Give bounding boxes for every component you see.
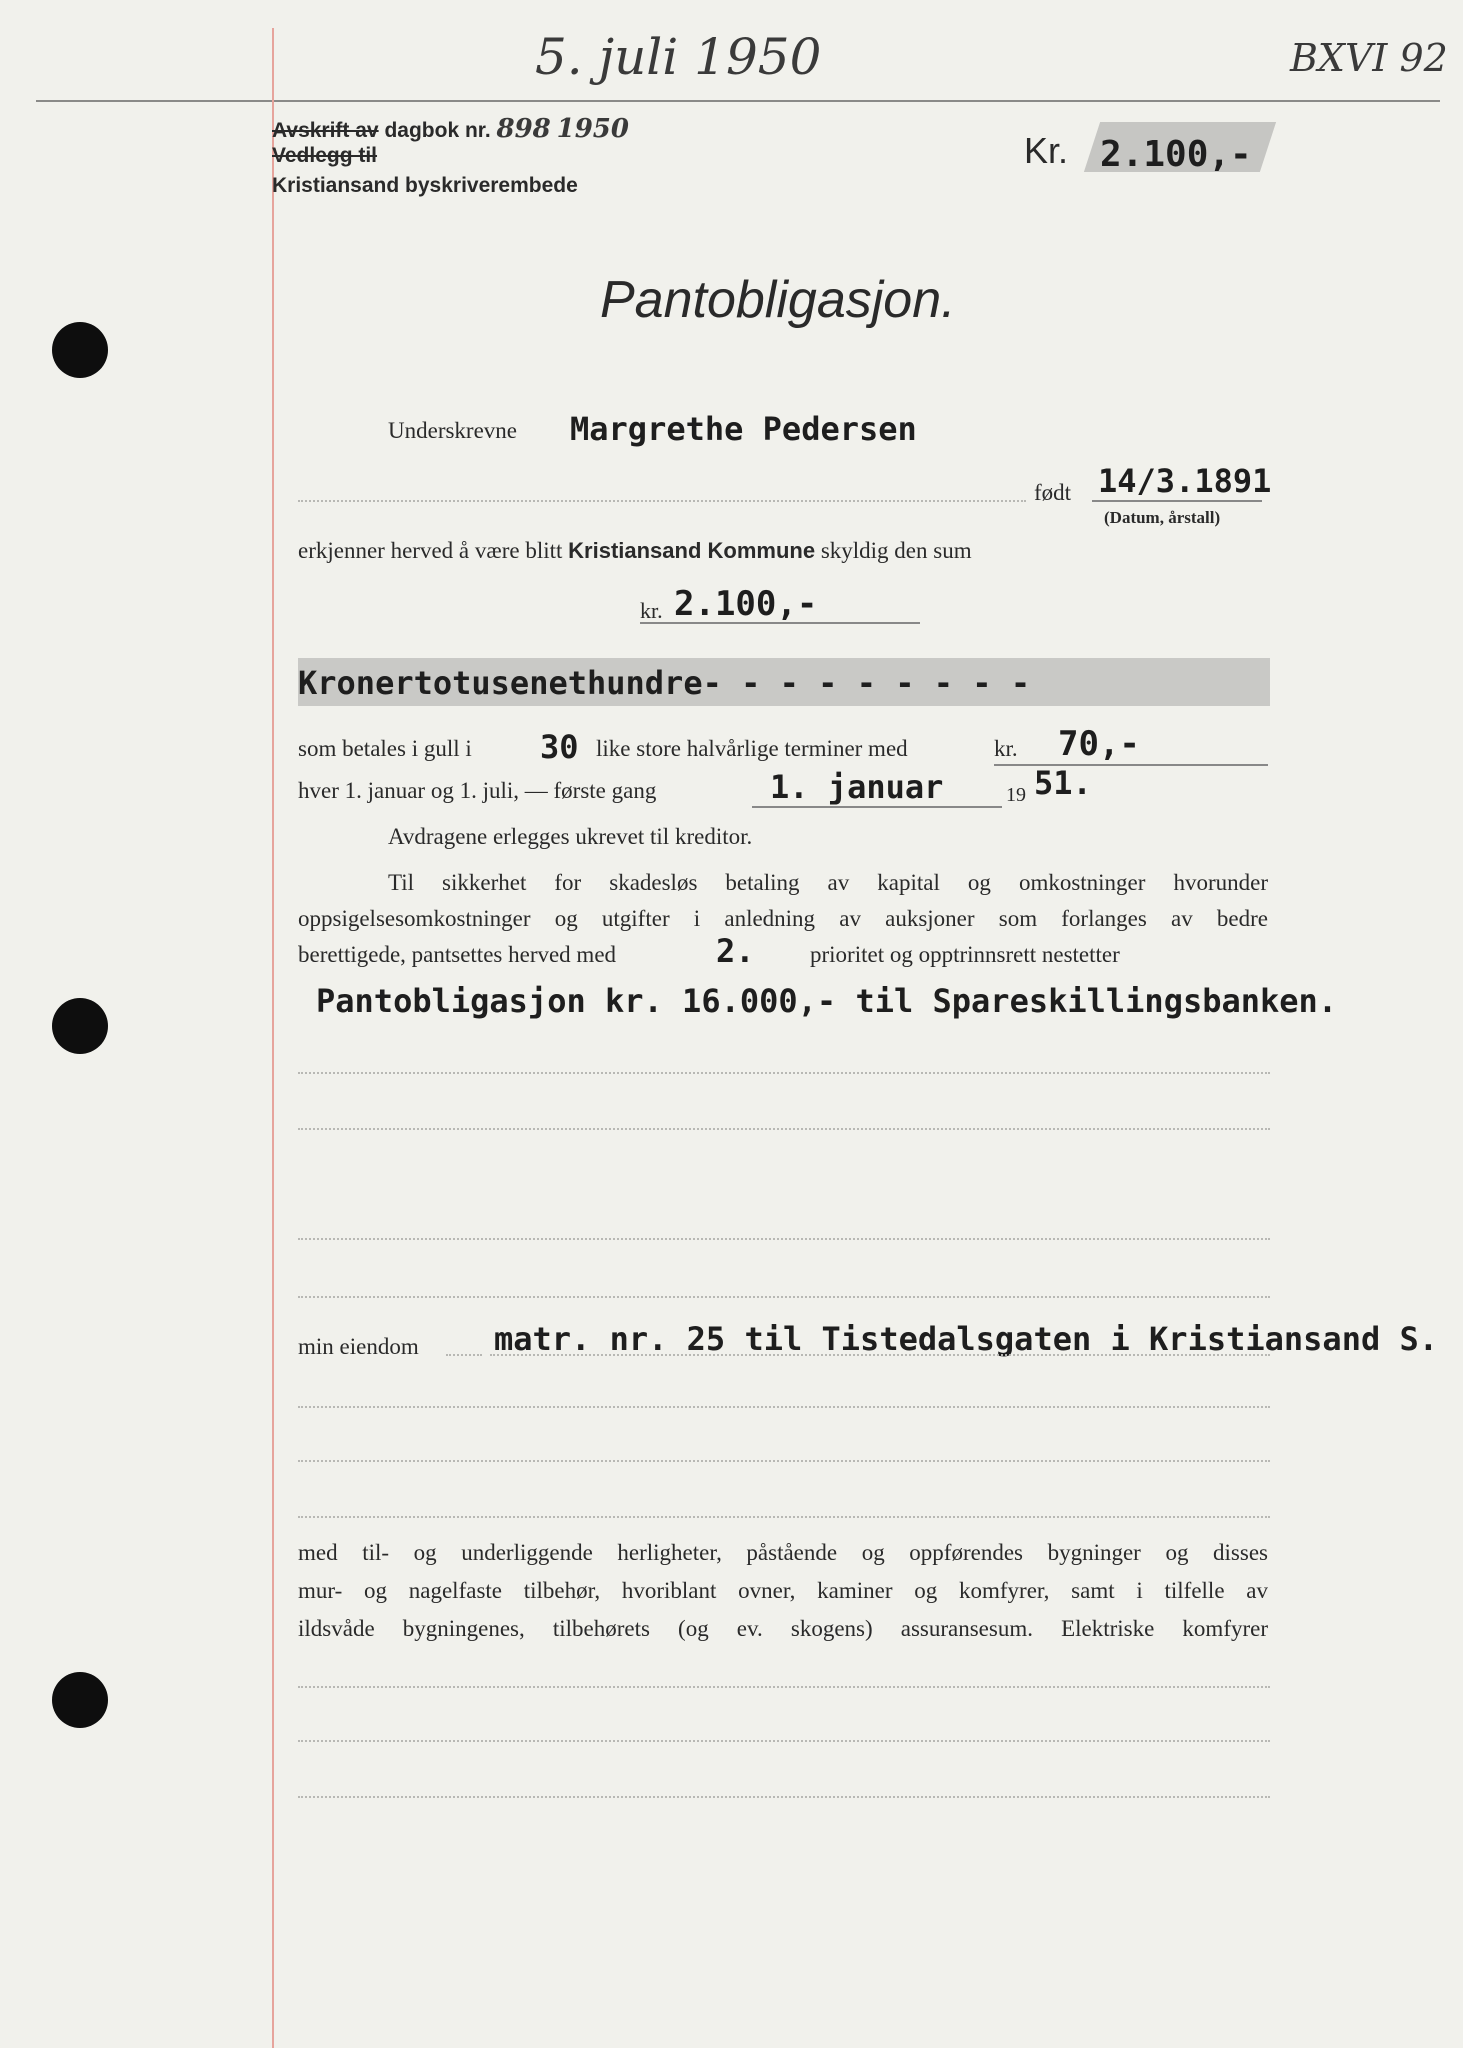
blank-line-10 xyxy=(298,1796,1270,1798)
born-underline xyxy=(1092,500,1262,502)
paragraph-sikkerhet-1: Til sikkerhet for skadesløs betaling av kapital og omkostninger hvorunder xyxy=(388,870,1268,895)
property-dotted-line xyxy=(490,1354,1270,1356)
punch-hole-top xyxy=(52,322,108,378)
blank-line-4 xyxy=(298,1296,1270,1298)
stamp-line-1 xyxy=(272,114,629,144)
creditor-name: Kristiansand Kommune xyxy=(568,538,816,563)
terms-line xyxy=(298,736,472,762)
prior-lien: Pantobligasjon kr. 16.000,- til Spareskillingsbanken. xyxy=(316,982,1338,1020)
blank-line-2 xyxy=(298,1128,1270,1130)
born-label: født xyxy=(1034,480,1072,505)
paragraph-herligheter-2: mur- og nagelfaste tilbehør, hvoriblant ovner, kaminer og komfyrer, samt i tilfelle av xyxy=(298,1578,1268,1603)
paragraph-sikkerhet-3b: prioritet og opptrinnsrett nestetter xyxy=(810,942,1120,967)
top-rule xyxy=(36,100,1440,102)
stamp-line-3: Kristiansand byskriverembede xyxy=(272,174,578,197)
priority-number: 2. xyxy=(716,932,755,970)
blank-line-3 xyxy=(298,1238,1270,1240)
paragraph-sikkerhet-2: oppsigelsesomkostninger og utgifter i anledning av auksjoner som forlanges av bedre xyxy=(298,906,1268,931)
punch-hole-bottom xyxy=(52,1672,108,1728)
dates-text: hver 1. januar og 1. juli, — første gang xyxy=(298,778,657,803)
stamp-avskrift: Avskrift av xyxy=(272,119,379,142)
blank-line-6 xyxy=(298,1460,1270,1462)
sum-underline xyxy=(640,622,920,624)
dagbok-number: 898 xyxy=(496,114,551,144)
acknowledge-pre: erkjenner herved å være blitt xyxy=(298,538,563,563)
dagbok-year: 1950 xyxy=(556,114,629,144)
paragraph-sikkerhet-3a: berettigede, pantsettes herved med xyxy=(298,942,617,967)
stamp-dagbok-label: dagbok nr. xyxy=(384,119,491,142)
sum-value: 2.100,- xyxy=(674,584,818,624)
acknowledge-post: skyldig den sum xyxy=(820,538,972,563)
amount-header-prefix: Kr. xyxy=(1024,130,1069,171)
property-description: matr. nr. 25 til Tistedalsgaten i Kristiansand S. xyxy=(494,1320,1439,1358)
punch-hole-middle xyxy=(52,998,108,1054)
handwritten-date: 5. juli 1950 xyxy=(535,28,822,86)
blank-line-9 xyxy=(298,1740,1270,1742)
amount-header-value: 2.100,- xyxy=(1100,134,1252,175)
acknowledge-line xyxy=(298,538,972,564)
terms-text-1: som betales i gull i xyxy=(298,736,472,761)
debtor-label: Underskrevne xyxy=(388,418,518,443)
sum-words: Kronertotusenethundre- - - - - - - - - xyxy=(298,664,1031,702)
terms-text-2: like store halvårlige terminer med xyxy=(596,736,908,761)
terms-count: 30 xyxy=(540,728,579,766)
first-payment-date: 1. januar xyxy=(770,768,944,806)
terms-amount: 70,- xyxy=(1058,724,1140,764)
year-suffix: 51. xyxy=(1034,764,1092,802)
handwritten-reference: BXVI 92 xyxy=(1290,36,1448,80)
blank-line-5 xyxy=(298,1406,1270,1408)
margin-line xyxy=(272,28,274,2048)
year-prefix: 19 xyxy=(1006,784,1026,806)
born-value: 14/3.1891 xyxy=(1098,462,1272,500)
born-hint: (Datum, årstall) xyxy=(1104,508,1221,527)
debtor-dotted-line xyxy=(298,500,1026,502)
terms-kr: kr. xyxy=(994,736,1018,761)
blank-line-7 xyxy=(298,1516,1270,1518)
sum-prefix: kr. xyxy=(640,598,663,623)
property-label: min eiendom xyxy=(298,1334,419,1359)
blank-line-8 xyxy=(298,1686,1270,1688)
property-dotted-lead xyxy=(446,1354,482,1356)
blank-line-1 xyxy=(298,1072,1270,1074)
debtor-name: Margrethe Pedersen xyxy=(570,410,917,448)
paragraph-herligheter-3: ildsvåde bygningenes, tilbehørets (og ev. skogens) assuransesum. Elektriske komfyrer xyxy=(298,1616,1268,1641)
paragraph-avdragene: Avdragene erlegges ukrevet til kreditor. xyxy=(388,824,753,849)
stamp-line-2: Vedlegg til xyxy=(272,144,378,167)
first-date-underline xyxy=(752,806,1002,808)
document-title: Pantobligasjon. xyxy=(600,271,956,329)
paragraph-herligheter-1: med til- og underliggende herligheter, påstående og oppførendes bygninger og disses xyxy=(298,1540,1268,1565)
